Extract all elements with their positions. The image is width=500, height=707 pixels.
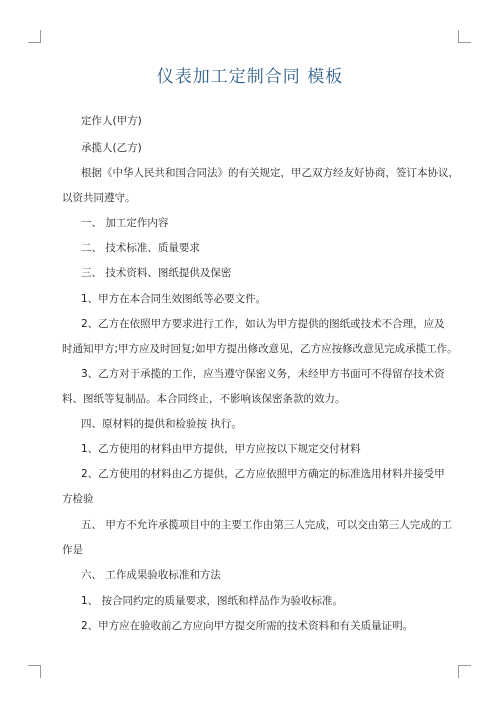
section-heading-5-line-1: 五、 甲方不允许承揽项目中的主要工作由第三人完成，可以交由第三人完成的工 (81, 519, 452, 531)
section-heading-5-line-2: 作是 (62, 544, 83, 556)
party-a-label: 定作人(甲方) (81, 115, 142, 127)
section-heading-3: 三、 技术资料、图纸提供及保密 (81, 267, 232, 279)
section-heading-6: 六、 工作成果验收标准和方法 (81, 569, 221, 581)
preamble-line-1: 根据《中华人民共和国合同法》的有关规定，甲乙双方经友好协商，签订本协议， (81, 167, 459, 179)
clause-6-2: 2、甲方应在验收前乙方应向甲方提交所需的技术资料和有关质量证明。 (81, 620, 414, 632)
section-heading-2: 二、 技术标准、质量要求 (81, 242, 200, 254)
clause-3-3-line-1: 3、乙方对于承揽的工作，应当遵守保密义务，未经甲方书面可不得留存技术资 (81, 368, 445, 380)
crop-mark-top-left (28, 30, 41, 43)
section-heading-1: 一、 加工定作内容 (81, 217, 169, 229)
crop-mark-bottom-right (458, 665, 471, 678)
section-heading-4: 四、原材料的提供和检验按 执行。 (81, 418, 242, 430)
clause-4-2-line-2: 方检验 (62, 493, 94, 505)
crop-mark-bottom-left (28, 665, 41, 678)
clause-3-1: 1、甲方在本合同生效图纸等必要文件。 (81, 293, 267, 305)
clause-3-2-line-2: 时通知甲方;甲方应及时回复;如甲方提出修改意见，乙方应按修改意见完成承揽工作。 (62, 343, 458, 355)
preamble-line-2: 以资共同遵守。 (62, 192, 136, 204)
clause-4-2-line-1: 2、乙方使用的材料由乙方提供，乙方应依照甲方确定的标准选用材料并接受甲 (81, 468, 445, 480)
clause-3-2-line-1: 2、乙方在依照甲方要求进行工作，如认为甲方提供的图纸或技术不合理，应及 (81, 318, 445, 330)
clause-4-1: 1、乙方使用的材料由甲方提供，甲方应按以下规定交付材料 (81, 443, 361, 455)
party-b-label: 承揽人(乙方) (81, 142, 142, 154)
clause-6-1: 1、 按合同约定的质量要求，图纸和样品作为验收标准。 (81, 595, 344, 607)
clause-3-3-line-2: 料、图纸等复制品。本合同终止，不影响该保密条款的效力。 (62, 393, 346, 405)
crop-mark-top-right (458, 30, 471, 43)
document-title: 仪表加工定制合同 模板 (156, 67, 344, 87)
